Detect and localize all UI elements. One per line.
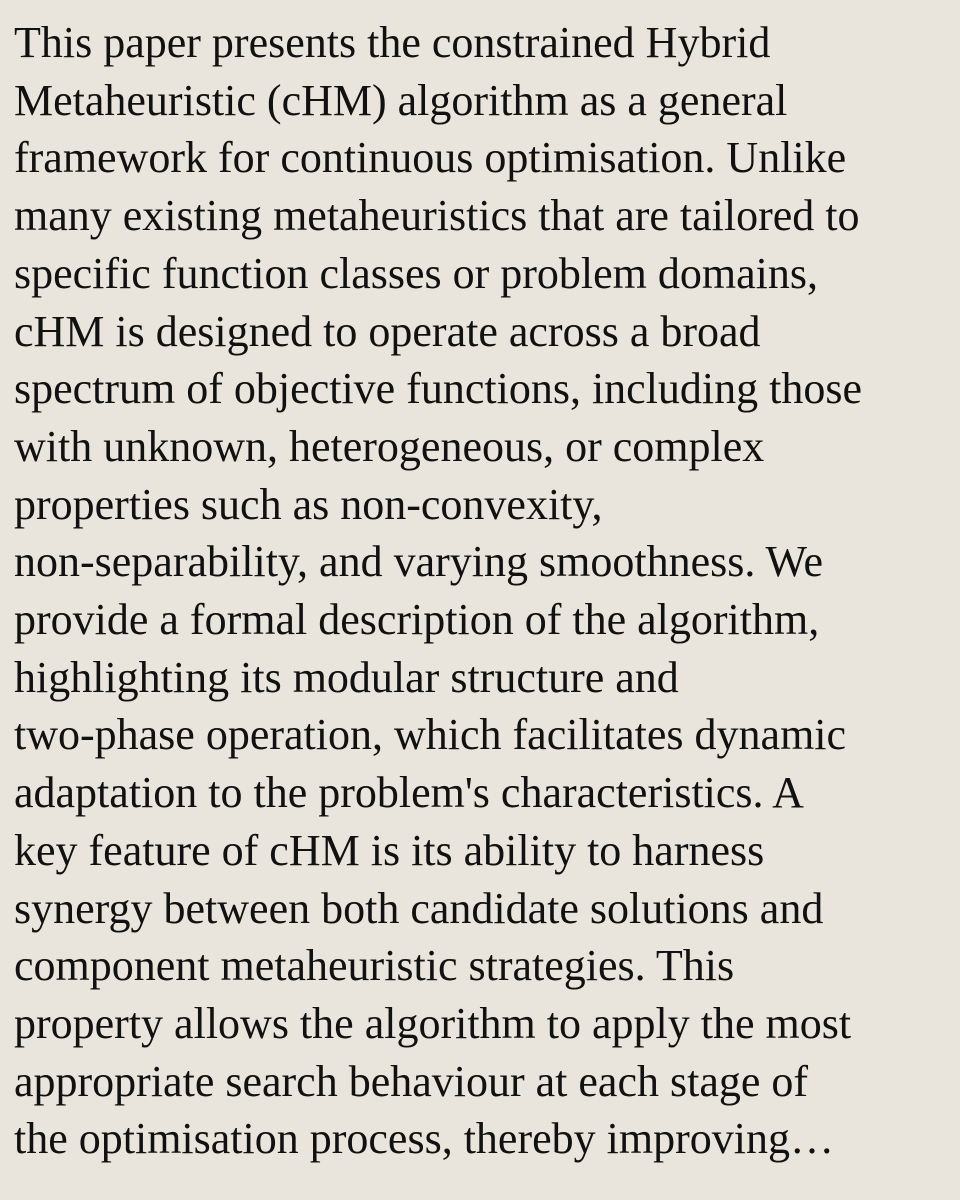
text-line: Metaheuristic (cHM) algorithm as a general (14, 75, 788, 125)
text-line: This paper presents the constrained Hybrid (14, 18, 771, 67)
text-line: cHM is designed to operate across a broad (14, 306, 761, 356)
text-line: two-phase operation, which facilitates dynamic (14, 710, 847, 760)
text-line: the optimisation process, thereby improving… (14, 1114, 834, 1164)
text-line: properties such as non-convexity, (14, 479, 603, 529)
text-line: spectrum of objective functions, including those (14, 364, 863, 414)
text-line: key feature of cHM is its ability to harness (14, 825, 765, 875)
text-line: adaptation to the problem's characteristics. A (14, 768, 804, 818)
text-line: specific function classes or problem domains, (14, 248, 819, 298)
abstract-text (14, 14, 960, 1168)
text-line: non-separability, and varying smoothness. We (14, 537, 824, 587)
text-line: provide a formal description of the algorithm, (14, 595, 820, 645)
text-line: many existing metaheuristics that are tailored to (14, 191, 860, 241)
text-line: component metaheuristic strategies. This (14, 941, 735, 991)
text-line: highlighting its modular structure and (14, 652, 679, 702)
text-line: synergy between both candidate solutions and (14, 883, 824, 933)
text-line: framework for continuous optimisation. Unlike (14, 133, 847, 183)
text-line: with unknown, heterogeneous, or complex (14, 421, 765, 471)
text-line: property allows the algorithm to apply the most (14, 998, 852, 1048)
text-line: appropriate search behaviour at each stage of (14, 1056, 809, 1106)
